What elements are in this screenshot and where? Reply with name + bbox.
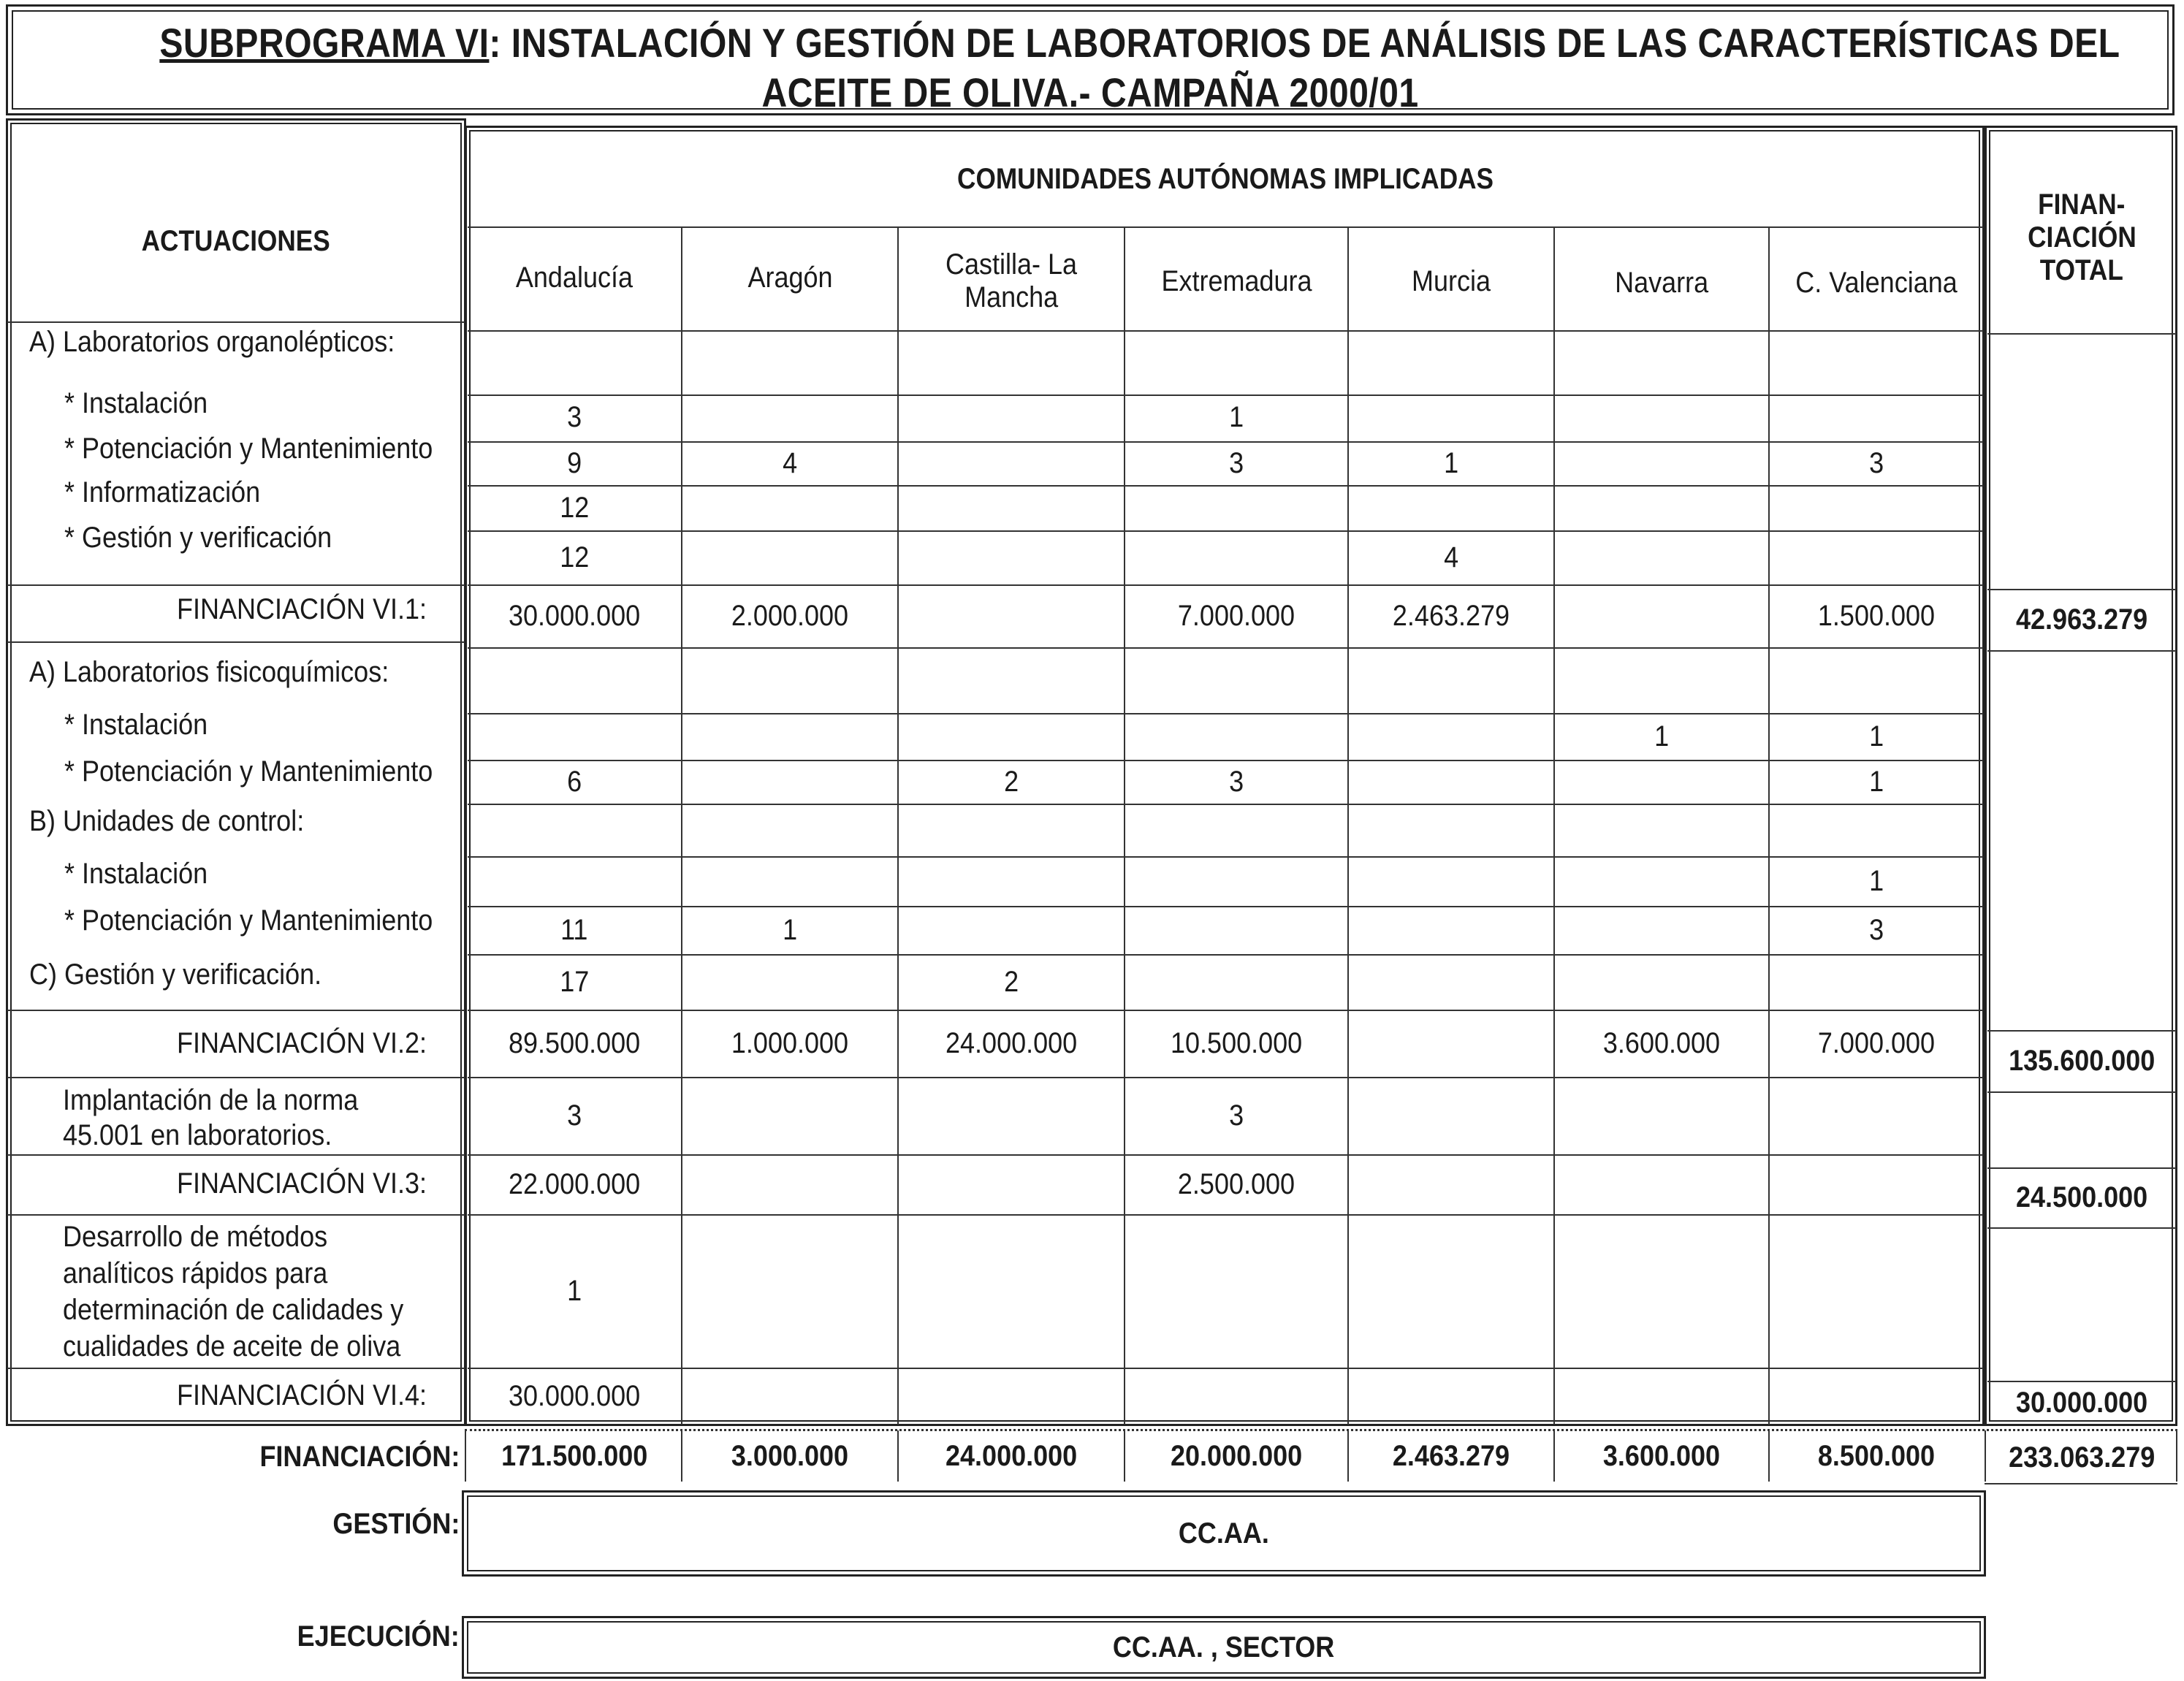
header-total-line: TOTAL <box>2039 254 2124 286</box>
value-cell <box>1770 856 1983 906</box>
rule <box>7 1154 465 1156</box>
value-text: 4 <box>782 446 798 479</box>
rule <box>7 1214 465 1216</box>
value-text: 7.000.000 <box>1817 1026 1936 1059</box>
value-cell <box>899 1430 1124 1482</box>
row-label: * Potenciación y Mantenimiento <box>64 432 433 465</box>
totals-label: FINANCIACIÓN: <box>259 1441 460 1473</box>
value-cell <box>1770 1010 1983 1077</box>
row-label: * Instalación <box>64 709 208 741</box>
value-cell <box>682 1077 897 1154</box>
value-text: 1.000.000 <box>731 1026 849 1059</box>
value-cell <box>1125 485 1347 530</box>
value-text: 1 <box>1868 864 1884 897</box>
rule <box>7 1077 465 1078</box>
column-rule <box>1985 1430 1986 1482</box>
value-text: 171.500.000 <box>501 1439 648 1472</box>
label-line: Implantación de la norma <box>63 1084 359 1116</box>
value-cell <box>1125 760 1347 804</box>
value-text: 17 <box>559 965 590 998</box>
region-header-text: Mancha <box>964 281 1059 313</box>
value-text: 2 <box>1003 965 1019 998</box>
total-cell <box>1987 589 2176 650</box>
label-line: cualidades de aceite de oliva <box>63 1330 401 1362</box>
value-cell <box>1349 1368 1553 1425</box>
value-text: 1 <box>1868 765 1884 798</box>
value-text: 3 <box>1868 913 1884 946</box>
value-cell <box>1555 1010 1768 1077</box>
value-text: 3 <box>566 1099 582 1132</box>
value-text: 10.500.000 <box>1170 1026 1303 1059</box>
value-text: 3 <box>566 400 582 433</box>
total-text: 42.963.279 <box>2015 603 2148 636</box>
value-cell <box>468 1154 681 1214</box>
value-cell <box>1349 1010 1553 1077</box>
value-cell <box>1770 954 1983 1010</box>
value-cell <box>1770 1430 1983 1482</box>
value-cell <box>1555 1368 1768 1425</box>
value-cell <box>1770 1214 1983 1368</box>
value-text: 3 <box>1228 1099 1244 1132</box>
value-cell <box>1125 713 1347 760</box>
value-cell <box>682 1214 897 1368</box>
gestion-label: GESTIÓN: <box>332 1508 460 1540</box>
fin-label: FINANCIACIÓN VI.4: <box>176 1379 427 1411</box>
region-header-text: Navarra <box>1614 267 1709 299</box>
value-cell <box>1770 485 1983 530</box>
value-cell <box>682 713 897 760</box>
value-cell <box>1555 713 1768 760</box>
value-text: 1 <box>566 1274 582 1307</box>
fin-label: FINANCIACIÓN VI.1: <box>176 593 427 625</box>
title-line1-rest: : INSTALACIÓN Y GESTIÓN DE LABORATORIOS DE ANÁLISIS DE LAS CARACTERÍSTICAS DEL <box>489 20 2120 66</box>
region-header-text: Murcia <box>1411 264 1491 297</box>
value-cell <box>468 1077 681 1154</box>
value-cell <box>1349 856 1553 906</box>
rule <box>468 647 1983 649</box>
header-comunidades <box>468 153 1983 205</box>
row-label: * Potenciación y Mantenimiento <box>64 755 433 788</box>
column-rule <box>465 1430 466 1482</box>
value-cell <box>1770 530 1983 584</box>
value-cell <box>899 441 1124 485</box>
label-line: Desarrollo de métodos <box>63 1221 328 1253</box>
ejecucion-label: EJECUCIÓN: <box>297 1620 460 1653</box>
value-cell <box>899 1368 1124 1425</box>
value-cell <box>1349 584 1553 647</box>
header-total-line: CIACIÓN <box>2027 221 2137 254</box>
value-cell <box>1349 906 1553 954</box>
value-cell <box>1125 856 1347 906</box>
total-text: 135.600.000 <box>2008 1044 2156 1077</box>
row-label: * Instalación <box>64 858 208 890</box>
value-cell <box>1349 954 1553 1010</box>
value-cell <box>682 1154 897 1214</box>
region-header-text: Extremadura <box>1160 264 1312 297</box>
region-header <box>682 234 897 321</box>
value-cell <box>682 584 897 647</box>
section2-heading-a: A) Laboratorios fisicoquímicos: <box>29 656 389 688</box>
value-cell <box>1125 1214 1347 1368</box>
label-line: analíticos rápidos para <box>63 1257 328 1289</box>
value-cell <box>1555 441 1768 485</box>
value-cell <box>1555 485 1768 530</box>
value-cell <box>899 394 1124 440</box>
value-cell <box>682 1430 897 1482</box>
section2-heading-b: B) Unidades de control: <box>29 805 305 837</box>
rule <box>468 330 1983 332</box>
value-cell <box>1770 760 1983 804</box>
row-label: C) Gestión y verificación. <box>29 958 322 991</box>
value-cell <box>468 441 681 485</box>
value-cell <box>1770 1368 1983 1425</box>
value-cell <box>1555 584 1768 647</box>
value-cell <box>1555 906 1768 954</box>
value-text: 2.463.279 <box>1392 599 1510 632</box>
section1-heading: A) Laboratorios organolépticos: <box>29 326 395 358</box>
value-cell <box>682 906 897 954</box>
value-cell <box>1555 530 1768 584</box>
value-cell <box>1349 1214 1553 1368</box>
rule <box>468 226 1983 228</box>
value-cell <box>468 1430 681 1482</box>
value-text: 9 <box>566 446 582 479</box>
total-frame <box>1985 126 2177 1426</box>
value-text: 12 <box>559 491 590 524</box>
value-cell <box>1125 530 1347 584</box>
value-cell <box>1555 760 1768 804</box>
value-cell <box>899 954 1124 1010</box>
value-text: 22.000.000 <box>508 1167 641 1200</box>
value-cell <box>1349 485 1553 530</box>
value-cell <box>899 760 1124 804</box>
region-header <box>1555 237 1768 329</box>
value-cell <box>1349 1154 1553 1214</box>
value-cell <box>468 713 681 760</box>
value-text: 2.463.279 <box>1392 1439 1510 1472</box>
value-text: 6 <box>566 765 582 798</box>
value-cell <box>1770 584 1983 647</box>
total-cell <box>1987 1433 2176 1482</box>
value-cell <box>682 1368 897 1425</box>
value-cell <box>1555 954 1768 1010</box>
value-cell <box>468 954 681 1010</box>
value-cell <box>1125 1368 1347 1425</box>
value-text: 1 <box>782 913 798 946</box>
value-cell <box>468 394 681 440</box>
value-cell <box>468 856 681 906</box>
ejecucion-value: CC.AA. , SECTOR <box>1113 1631 1335 1663</box>
value-cell <box>899 1214 1124 1368</box>
value-cell <box>1349 1077 1553 1154</box>
value-cell <box>1125 1077 1347 1154</box>
value-cell <box>468 485 681 530</box>
region-header <box>1349 237 1553 325</box>
value-cell <box>1125 1154 1347 1214</box>
value-cell <box>1770 713 1983 760</box>
value-cell <box>1125 1430 1347 1482</box>
value-cell <box>682 1010 897 1077</box>
value-cell <box>1770 394 1983 440</box>
ejecucion-box <box>462 1616 1986 1679</box>
value-text: 7.000.000 <box>1177 599 1295 632</box>
value-cell <box>1349 441 1553 485</box>
header-actuaciones <box>7 205 465 278</box>
fin-label: FINANCIACIÓN VI.3: <box>176 1167 427 1200</box>
value-text: 12 <box>559 541 590 573</box>
total-text: 233.063.279 <box>2008 1441 2156 1474</box>
rule <box>468 804 1983 805</box>
value-text: 1 <box>1868 720 1884 752</box>
rule <box>7 584 465 586</box>
value-text: 89.500.000 <box>508 1026 641 1059</box>
value-text: 24.000.000 <box>945 1439 1078 1472</box>
value-cell <box>1125 441 1347 485</box>
value-cell <box>1125 906 1347 954</box>
value-cell <box>1349 530 1553 584</box>
value-cell <box>1349 394 1553 440</box>
value-text: 8.500.000 <box>1817 1439 1936 1472</box>
value-cell <box>1125 584 1347 647</box>
value-cell <box>468 760 681 804</box>
total-text: 24.500.000 <box>2015 1181 2148 1213</box>
value-cell <box>899 485 1124 530</box>
value-text: 3 <box>1228 446 1244 479</box>
value-cell <box>1770 906 1983 954</box>
region-header <box>899 234 1124 329</box>
value-cell <box>899 713 1124 760</box>
value-cell <box>682 394 897 440</box>
header-actuaciones-text: ACTUACIONES <box>141 224 331 257</box>
title-prefix: SUBPROGRAMA VI <box>159 20 490 66</box>
value-text: 3 <box>1868 446 1884 479</box>
label-line: 45.001 en laboratorios. <box>63 1119 332 1151</box>
value-cell <box>468 530 681 584</box>
section4-label <box>63 1219 403 1365</box>
value-text: 2.500.000 <box>1177 1167 1295 1200</box>
rule <box>7 321 465 323</box>
value-cell <box>1125 394 1347 440</box>
total-cell <box>1987 1167 2176 1227</box>
value-cell <box>899 1010 1124 1077</box>
label-line: determinación de calidades y <box>63 1294 404 1326</box>
rule <box>7 641 465 643</box>
value-text: 3.600.000 <box>1602 1439 1721 1472</box>
value-text: 1 <box>1443 446 1459 479</box>
value-cell <box>682 441 897 485</box>
value-cell <box>899 530 1124 584</box>
fin-label: FINANCIACIÓN VI.2: <box>176 1027 427 1059</box>
value-cell <box>1770 1077 1983 1154</box>
value-cell <box>899 906 1124 954</box>
title-line-2: ACEITE DE OLIVA.- CAMPAÑA 2000/01 <box>761 69 1419 115</box>
row-label: * Potenciación y Mantenimiento <box>64 904 433 937</box>
rule <box>1987 650 2176 652</box>
value-cell <box>1555 1214 1768 1368</box>
value-text: 24.000.000 <box>945 1026 1078 1059</box>
row-label: * Informatización <box>64 476 261 508</box>
value-text: 30.000.000 <box>508 1379 641 1412</box>
section3-label <box>63 1083 358 1153</box>
total-text: 30.000.000 <box>2015 1386 2148 1419</box>
header-comunidades-text: COMUNIDADES AUTÓNOMAS IMPLICADAS <box>957 162 1494 195</box>
region-header-text: C. Valenciana <box>1795 267 1957 299</box>
region-header <box>1125 237 1347 325</box>
value-cell <box>899 1154 1124 1214</box>
rule <box>1985 1483 2177 1484</box>
value-cell <box>468 584 681 647</box>
region-header <box>1770 237 1983 329</box>
value-cell <box>1555 856 1768 906</box>
value-cell <box>1555 1430 1768 1482</box>
region-header-text: Andalucía <box>515 261 633 294</box>
value-text: 3 <box>1228 765 1244 798</box>
gestion-value: CC.AA. <box>1178 1517 1270 1550</box>
rule <box>7 1010 465 1011</box>
rule <box>1987 1091 2176 1093</box>
rule <box>1987 1227 2176 1229</box>
value-cell <box>1125 954 1347 1010</box>
value-text: 1.500.000 <box>1817 599 1936 632</box>
value-text: 2.000.000 <box>731 599 849 632</box>
value-cell <box>682 530 897 584</box>
value-cell <box>468 1368 681 1425</box>
value-text: 3.000.000 <box>731 1439 849 1472</box>
region-header <box>468 234 681 321</box>
row-label: * Gestión y verificación <box>64 522 332 554</box>
value-cell <box>1555 394 1768 440</box>
value-cell <box>468 1214 681 1368</box>
total-cell <box>1987 1030 2176 1091</box>
value-cell <box>682 954 897 1010</box>
row-label: * Instalación <box>64 387 208 419</box>
gestion-box <box>462 1490 1986 1577</box>
value-cell <box>1555 1077 1768 1154</box>
value-cell <box>899 1077 1124 1154</box>
rule <box>1987 333 2176 335</box>
value-cell <box>1770 441 1983 485</box>
value-text: 20.000.000 <box>1170 1439 1303 1472</box>
value-cell <box>1555 1154 1768 1214</box>
title-line-1 <box>159 18 2120 68</box>
value-text: 11 <box>560 913 588 946</box>
value-text: 1 <box>1228 400 1244 433</box>
value-cell <box>468 1010 681 1077</box>
value-text: 4 <box>1443 541 1459 573</box>
value-text: 2 <box>1003 765 1019 798</box>
value-cell <box>682 760 897 804</box>
value-cell <box>1349 713 1553 760</box>
header-financiacion-total <box>1987 175 2176 300</box>
column-rule <box>2176 1430 2177 1482</box>
region-header-text: Castilla- La <box>945 248 1078 281</box>
value-text: 1 <box>1654 720 1670 752</box>
header-total-line: FINAN- <box>2038 188 2126 221</box>
value-cell <box>1349 760 1553 804</box>
value-cell <box>468 906 681 954</box>
value-cell <box>899 584 1124 647</box>
title-box <box>6 4 2175 115</box>
value-cell <box>1125 1010 1347 1077</box>
rule <box>7 1368 465 1369</box>
value-cell <box>1770 1154 1983 1214</box>
region-header-text: Aragón <box>747 261 833 294</box>
value-cell <box>899 856 1124 906</box>
value-cell <box>682 485 897 530</box>
value-text: 3.600.000 <box>1602 1026 1721 1059</box>
value-cell <box>1349 1430 1553 1482</box>
total-cell <box>1987 1381 2176 1425</box>
value-cell <box>682 856 897 906</box>
value-text: 30.000.000 <box>508 599 641 632</box>
